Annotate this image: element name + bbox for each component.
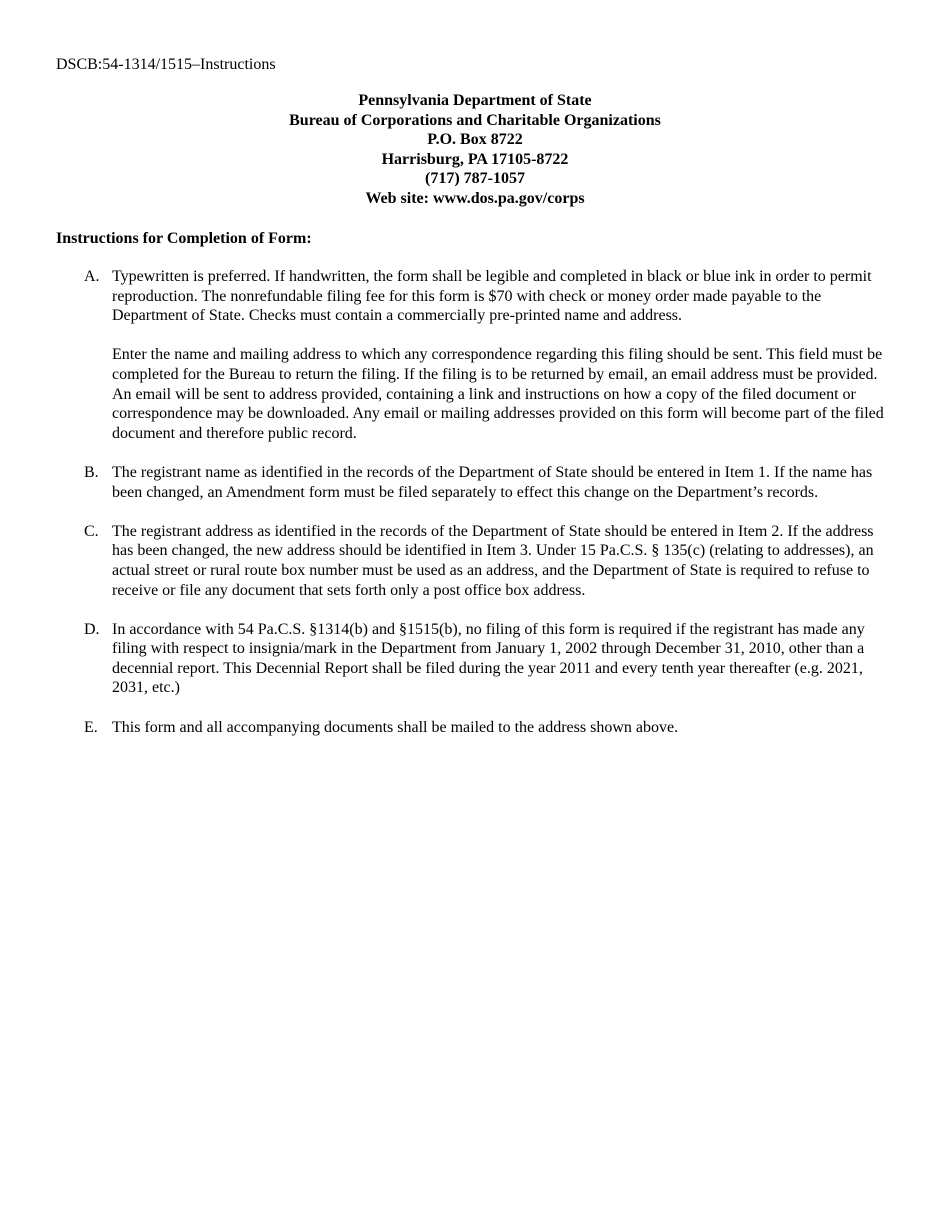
- instruction-letter: E.: [84, 718, 98, 736]
- website: Web site: www.dos.pa.gov/corps: [365, 189, 585, 207]
- instruction-paragraph: The registrant name as identified in the records of the Department of State should be entered in Item 1. If the name has been changed, an Amendment form must be filed separately to effect this change on the Department’s records.: [112, 463, 873, 501]
- instructions-list: [84, 267, 892, 757]
- instruction-letter: A.: [84, 268, 100, 285]
- instruction-item-e: [84, 718, 892, 738]
- phone-number: (717) 787-1057: [425, 170, 525, 188]
- instruction-item-b: [84, 463, 892, 502]
- agency-header: [0, 91, 950, 209]
- instruction-letter: C.: [84, 522, 99, 540]
- instruction-item-a: [84, 267, 892, 443]
- instruction-body: [112, 718, 892, 738]
- city-state-zip: Harrisburg, PA 17105-8722: [381, 150, 569, 168]
- instruction-paragraph: Enter the name and mailing address to which any correspondence regarding this filing should be sent. This field must be completed for the Bureau to return the filing. If the filing is to be returned by email, an email address must be provided. An email will be sent to address provided, containing a link and instructions on how a copy of the filed document or correspondence may be downloaded. Any email or mailing addresses provided on this form will become part of the filed document and therefore public record.: [112, 346, 884, 442]
- form-id: DSCB:54-1314/1515–Instructions: [56, 56, 276, 73]
- instruction-paragraph: Typewritten is preferred. If handwritten, the form shall be legible and completed in black or blue ink in order to permit reproduction. The nonrefundable filing fee for this form is $70 with check or money order made payable to the Department of State. Checks must contain a commercially pre-printed name and address.: [112, 268, 872, 325]
- po-box: P.O. Box 8722: [427, 131, 523, 149]
- instruction-body: [112, 522, 892, 600]
- instruction-body: [112, 267, 892, 443]
- instruction-paragraph: This form and all accompanying documents shall be mailed to the address shown above.: [112, 718, 679, 736]
- bureau-name: Bureau of Corporations and Charitable Organizations: [289, 111, 661, 129]
- instruction-item-d: [84, 620, 892, 698]
- instruction-paragraph: The registrant address as identified in the records of the Department of State should be entered in Item 2. If the address has been changed, the new address should be identified in Item 3. Under 15 Pa.C.S. § 135(c) (relating to addresses), an actual street or rural route box number must be used as an address, and the Department of State is required to refuse to receive or file any document that sets forth only a post office box address.: [112, 522, 874, 599]
- instruction-item-c: [84, 522, 892, 600]
- instruction-letter: D.: [84, 620, 100, 638]
- instruction-letter: B.: [84, 463, 99, 481]
- agency-name: Pennsylvania Department of State: [358, 92, 592, 109]
- instructions-heading: Instructions for Completion of Form:: [56, 230, 312, 247]
- instruction-paragraph: In accordance with 54 Pa.C.S. §1314(b) and §1515(b), no filing of this form is required if the registrant has made any filing with respect to insignia/mark in the Department from January 1, 2002 through December 31, 2010, other than a decennial report. This Decennial Report shall be filed during the year 2011 and every tenth year thereafter (e.g. 2021, 2031, etc.): [112, 620, 865, 697]
- instruction-body: [112, 620, 892, 698]
- instruction-body: [112, 463, 892, 502]
